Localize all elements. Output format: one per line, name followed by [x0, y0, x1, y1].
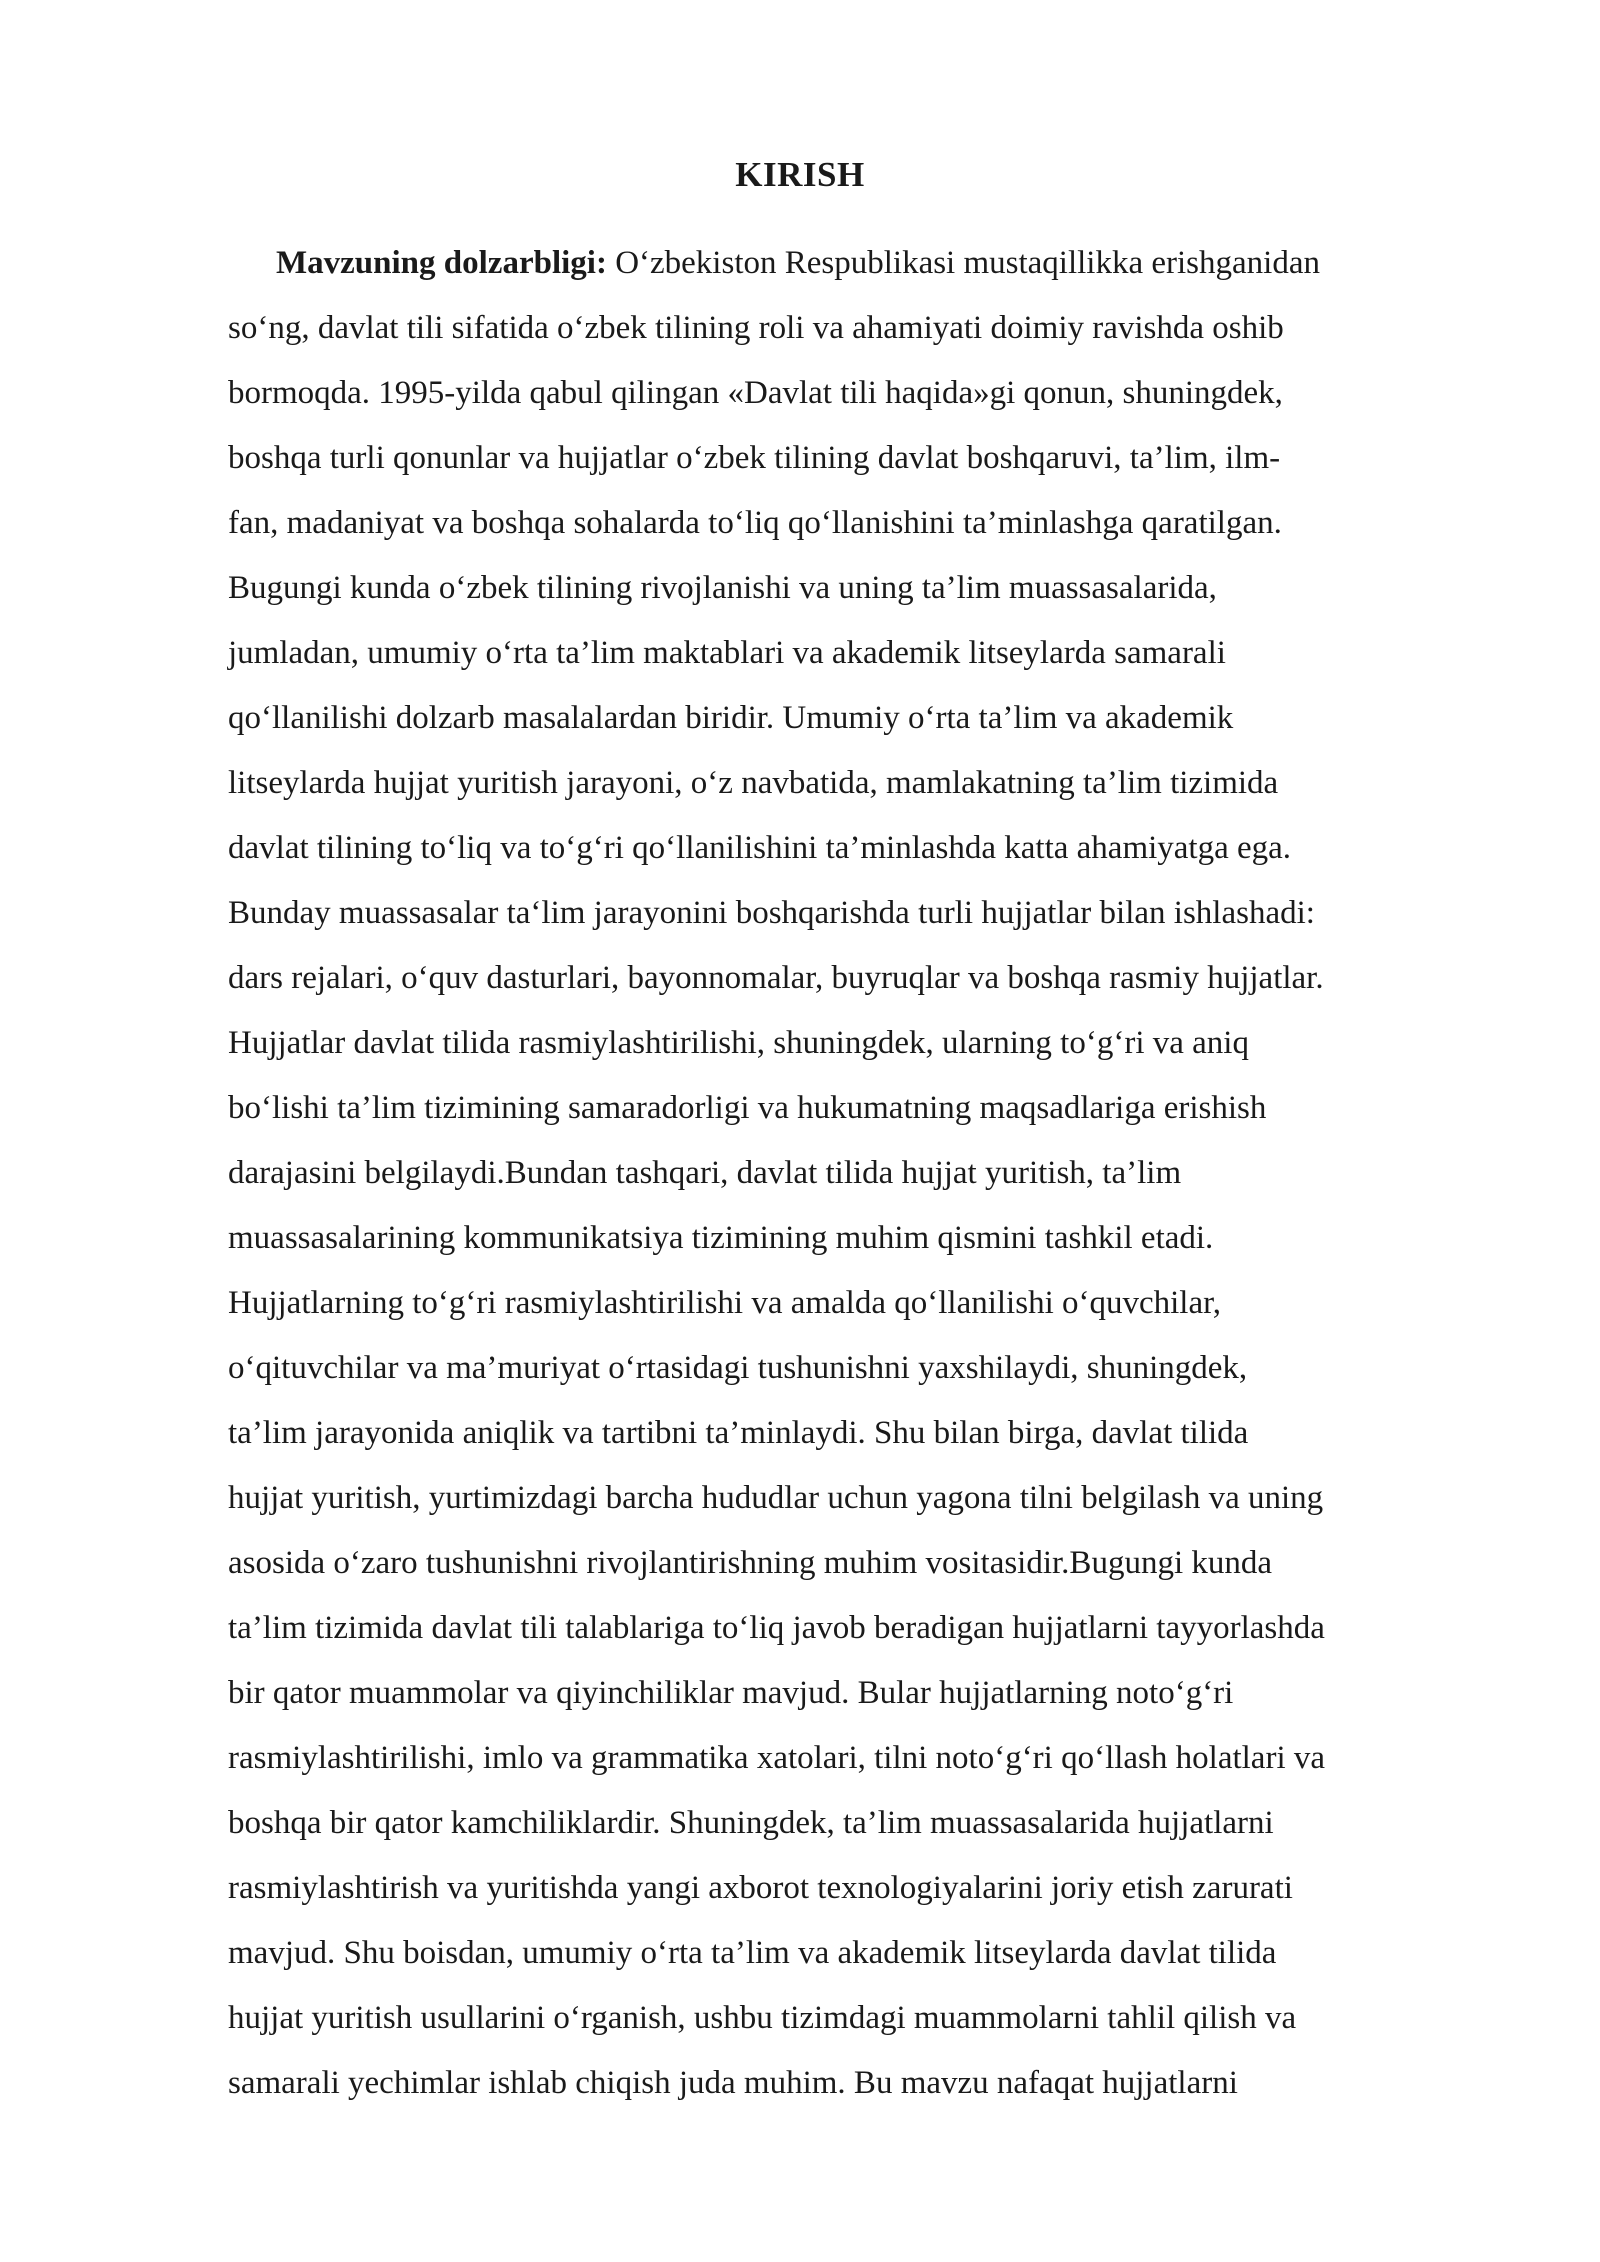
paragraph-line: boshqa turli qonunlar va hujjatlar o‘zbek tilining davlat boshqaruvi, ta’lim, ilm- — [228, 440, 1281, 476]
paragraph-line: asosida o‘zaro tushunishni rivojlantirishning muhim vositasidir.Bugungi kunda — [228, 1545, 1273, 1581]
paragraph-line: Bugungi kunda o‘zbek tilining rivojlanishi va uning ta’lim muassasalarida, — [228, 570, 1217, 606]
paragraph-line: dars rejalari, o‘quv dasturlari, bayonnomalar, buyruqlar va boshqa rasmiy hujjatlar. — [228, 960, 1324, 996]
paragraph-line: darajasini belgilaydi.Bundan tashqari, davlat tilida hujjat yuritish, ta’lim — [228, 1155, 1182, 1191]
paragraph-line: Hujjatlar davlat tilida rasmiylashtirilishi, shuningdek, ularning to‘g‘ri va aniq — [228, 1025, 1249, 1061]
paragraph-line: mavjud. Shu boisdan, umumiy o‘rta ta’lim va akademik litseylarda davlat tilida — [228, 1935, 1277, 1971]
paragraph-line: muassasalarining kommunikatsiya tizimining muhim qismini tashkil etadi. — [228, 1220, 1214, 1256]
paragraph-line: jumladan, umumiy o‘rta ta’lim maktablari va akademik litseylarda samarali — [228, 635, 1226, 671]
paragraph-line: boshqa bir qator kamchiliklardir. Shuningdek, ta’lim muassasalarida hujjatlarni — [228, 1805, 1274, 1841]
paragraph-line: samarali yechimlar ishlab chiqish juda muhim. Bu mavzu nafaqat hujjatlarni — [228, 2065, 1238, 2101]
paragraph-line-first — [228, 238, 1488, 303]
paragraph-line: Bunday muassasalar ta‘lim jarayonini boshqarishda turli hujjatlar bilan ishlashadi: — [228, 895, 1315, 931]
paragraph-line: qo‘llanilishi dolzarb masalalardan biridir. Umumiy o‘rta ta’lim va akademik — [228, 700, 1234, 736]
body-paragraph — [228, 238, 1488, 2123]
paragraph-line: bir qator muammolar va qiyinchiliklar mavjud. Bular hujjatlarning noto‘g‘ri — [228, 1675, 1234, 1711]
paragraph-line: so‘ng, davlat tili sifatida o‘zbek tilining roli va ahamiyati doimiy ravishda oshib — [228, 310, 1284, 346]
page-title: KIRISH — [735, 155, 865, 194]
paragraph-line: hujjat yuritish, yurtimizdagi barcha hududlar uchun yagona tilni belgilash va uning — [228, 1480, 1324, 1516]
paragraph-line: rasmiylashtirish va yuritishda yangi axborot texnologiyalarini joriy etish zarurati — [228, 1870, 1293, 1906]
paragraph-line: ta’lim tizimida davlat tili talablariga to‘liq javob beradigan hujjatlarni tayyorlashda — [228, 1610, 1325, 1646]
paragraph-line: bormoqda. 1995-yilda qabul qilingan «Davlat tili haqida»gi qonun, shuningdek, — [228, 375, 1283, 411]
paragraph-line: o‘qituvchilar va ma’muriyat o‘rtasidagi tushunishni yaxshilaydi, shuningdek, — [228, 1350, 1248, 1386]
lead-label: Mavzuning dolzarbligi: — [276, 245, 607, 281]
paragraph-line: fan, madaniyat va boshqa sohalarda to‘liq qo‘llanishini ta’minlashga qaratilgan. — [228, 505, 1282, 541]
paragraph-line: rasmiylashtirilishi, imlo va grammatika xatolari, tilni noto‘g‘ri qo‘llash holatlari va — [228, 1740, 1326, 1776]
paragraph-line: hujjat yuritish usullarini o‘rganish, ushbu tizimdagi muammolarni tahlil qilish va — [228, 2000, 1297, 2036]
paragraph-line: ta’lim jarayonida aniqlik va tartibni ta’minlaydi. Shu bilan birga, davlat tilida — [228, 1415, 1249, 1451]
paragraph-line: davlat tilining to‘liq va to‘g‘ri qo‘llanilishini ta’minlashda katta ahamiyatga ega. — [228, 830, 1292, 866]
paragraph-line: Hujjatlarning to‘g‘ri rasmiylashtirilishi va amalda qo‘llanilishi o‘quvchilar, — [228, 1285, 1222, 1321]
paragraph-line: O‘zbekiston Respublikasi mustaqillikka erishganidan — [606, 245, 1320, 281]
paragraph-line: bo‘lishi ta’lim tizimining samaradorligi va hukumatning maqsadlariga erishish — [228, 1090, 1267, 1126]
paragraph-line: litseylarda hujjat yuritish jarayoni, o‘z navbatida, mamlakatning ta’lim tizimida — [228, 765, 1279, 801]
